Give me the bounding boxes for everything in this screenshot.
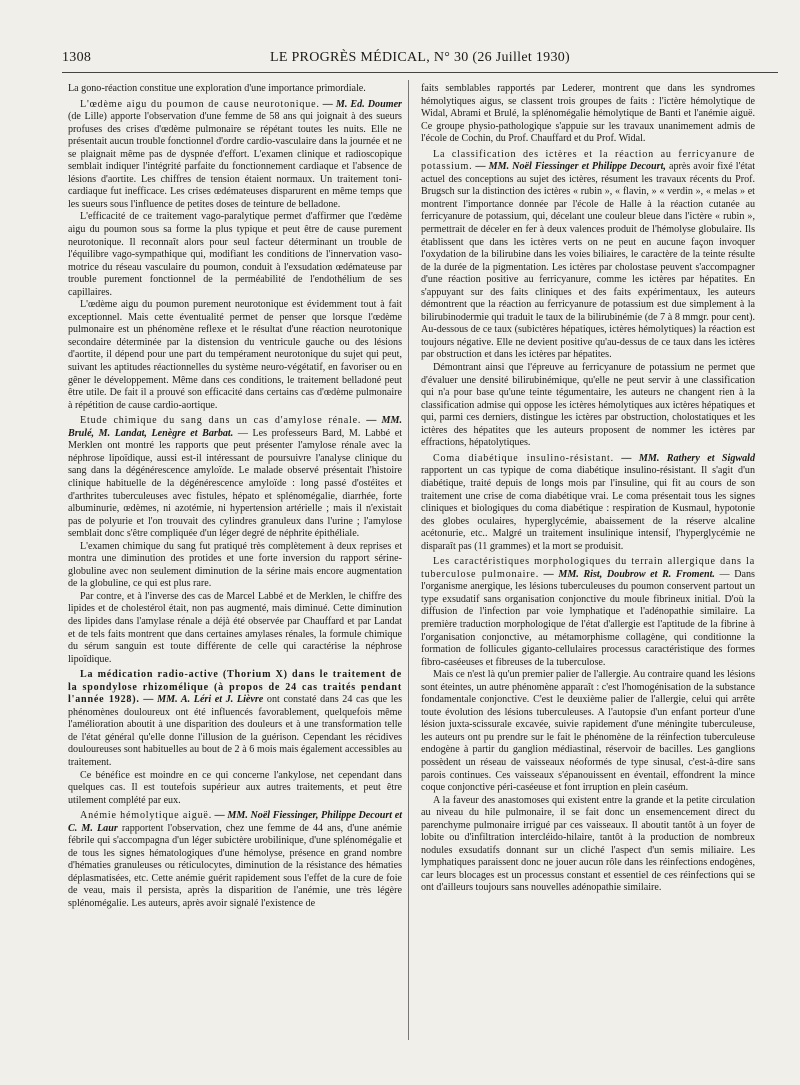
intro-paragraph: La gono-réaction constitue une exploration d'une importance primordiale.: [68, 83, 366, 94]
article-text: rapportent un cas typique de coma diabétique insulino-résistant. Il s'agit d'un diabétique, traité depuis de longs mois par l'insuline, qui fit au cours de son traitement une crise de coma diabétique vrai. Le coma présentait tous les signes cliniques et biologiques du coma diabétique : respiration de Kusmaul, hypotonie des globes oculaires, hyperglycémie, abaissement de la réserve alcaline acétonurie, etc.. Malgré un traitement insulinique intensif, l'hyperglycémie ne disparaît pas (11 grammes) et la mort se produisit.: [421, 465, 755, 552]
article-title: Etude chimique du sang dans un cas d'amylose rénale.: [80, 415, 362, 427]
article-anemie: [68, 810, 402, 910]
article-paragraph: L'examen chimique du sang fut pratiqué très complètement à deux reprises et montra une diminution des protides et une forte inversion du rapport sérine-globuline avec non seulement diminution de la sérine mais encore augmentation de la globuline, ce qui est plus rare.: [68, 540, 402, 590]
article-authors: — MM. A. Léri et J. Lièvre: [143, 694, 264, 706]
article-paragraph: Démontrant ainsi que l'épreuve au ferricyanure de potassium ne permet que d'évaluer une densité bilirubinémique, qu'elle ne peut servir à une classification qui n'a pour base qu'une teinte tégumentaire, les auteurs ne changent rien à la classification admise qui oppose les ictères hémolytiques aux ictères hépatiques et qui, parmi ces derniers, distingue les ictères par obstruction, cholostatiques et les ictères des hépatites que les auteurs proposent de nommer les ictères par effractions, hépatolytiques.: [421, 362, 755, 449]
article-authors: — MM. Rist, Doubrow et R. Froment.: [543, 568, 715, 580]
article-thorium: [68, 669, 402, 807]
article-title: L'œdème aigu du poumon de cause neurotonique.: [80, 98, 320, 110]
article-paragraph: [421, 453, 755, 553]
article-title: La médication radio-active (Thorium X) dans le traitement de la spondylose rhizomélique (à propos de 24 cas traités pendant l'année 1928).: [68, 669, 402, 706]
article-authors: — MM. Noël Fiessinger et Philippe Decourt,: [475, 161, 666, 173]
article-paragraph: [68, 810, 402, 910]
article-paragraph: Ce bénéfice est moindre en ce qui concerne l'ankylose, net cependant dans quelques cas. Il est toutefois supérieur aux autres traitements, et peut être utilement complété par eux.: [68, 769, 402, 806]
article-paragraph: [421, 556, 755, 669]
article-paragraph: Par contre, et à l'inverse des cas de Marcel Labbé et de Merklen, le chiffre des lipides et de cholestérol était, non pas augmenté, mais diminué. Cette diminution des lipides dans l'amylase rénale a déjà été observée par Chauffard et par Landat et de tels faits montrent que dans certaines amylases rénales, la formule chimique du sérum sanguin est toute différente de celle qui caractérise la néphrose lipoïdique.: [68, 590, 402, 665]
article-text: après avoir fixé l'état actuel des conceptions au sujet des ictères, résument les travaux récents du Prof. Brugsch sur la distinction des ictères « rubin », « flavin, » « verdin », « melas » et montrent l'importance donnée par l'école de Halle à la réaction cutanée au ferricyanure de potassium, qui, décelant une couleur bleue dans l'ictère « rubin », permettrait de déceler en fer à deux valences produit de l'hémolyse globulaire. Ils établissent que dans les ictères verts on ne peut en aucune façon invoquer l'oxydation de la bilirubine dans les voies biliaires, le caractère de la teinte résulte de la durée de la pigmentation. Les ictères par cholostase peuvent s'accompagner d'une réaction positive au ferricyanure, comme les ictères par hépatites. En s'appuyant sur des faits cliniques et des faits expérimentaux, les auteurs démontrent que la réaction au ferricyanure de potassium est due simplement à la bilirubinodermie qui traduit le taux de la bilirubinémie (de 7 à 8 mmgr. pour cent). Au-dessous de ce taux (subictères hépatiques, ictères hémolytiques) la réaction est toujours négative. Elle ne devient positive qu'au-dessus de ce taux dans les ictères par obstruction et dans les ictères par hépatites.: [421, 161, 756, 361]
header-rule: [62, 72, 778, 73]
article-paragraph: Mais ce n'est là qu'un premier palier de l'allergie. Au contraire quand les lésions sont éteintes, un autre phénomène apparaît : c'est l'homogénisation de la substance fondamentale conjonctive. C'est le deuxième palier de l'allergie, celui qui arrête toute évolution des lésions tuberculeuses. A l'autopsie d'un enfant porteur d'une lésion juxta-scissurale excavée, suivie rapidement d'une méningite tuberculeuse, les auteurs ont pu prendre sur le fait le phénomène de la réinfection tuberculeuse endogène à partir du ganglion médiastinal, réservoir de bacilles. Les ganglions possèdent un réseau de vaisseaux néoformés de type sinusal, c'est-à-dire sans parois continues. Ces vaisseaux s'épanouissent en éventail, effondrent la mince coque conjonctive péri-caséeuse et font irruption en plein caséum.: [421, 669, 755, 794]
article-paragraph: L'efficacité de ce traitement vago-paralytique permet d'affirmer que l'œdème aigu du poumon sous sa forme la plus typique et peut être de cause purement neurotonique. Il reconnaît alors pour seul facteur déterminant un trouble de l'équilibre vago-sympathique qui, modifiant les conditions de l'innervation vaso-motrice du réseau vasculaire du poumon, conduit à l'exsudation œdémateuse par trouble purement fonctionnel de la perméabilité de l'endothélium de ses capillaires.: [68, 211, 402, 298]
article-paragraph: A la faveur des anastomoses qui existent entre la grande et la petite circulation au niveau du hile pulmonaire, il se fait donc un ensemencement direct du parenchyme pulmonaire irrigué par ces vaisseaux. Il aboutit tantôt à un foyer de lobite ou d'infiltration intercléido-hilaire, tantôt à la production de nombreux nodules exsudatifs donnant sur un cliché l'aspect d'un semis miliaire. Les lymphatiques paraissent donc ne jouer aucun rôle dans les réinfections endogènes, car leurs blocages est un processus constant et essentiel de ces réinfections qui se ont d'ailleurs toujours sans nouvelles adénopathie similaire.: [421, 794, 755, 894]
article-authors: — M. Ed. Doumer: [322, 98, 402, 110]
article-text: — Dans l'organisme anergique, les lésions tuberculeuses du poumon conservent partout un type exsudatif sans organisation conjonctive du moule fibrineux initial. D'où la diffusion de l'infection par voie lymphatique et l'adénopathie similaire. La première traduction morphologique de l'état d'allergie est l'aptitude de la fibrine à l'organisation conjonctive, au métamorphisme collagène, qui conditionne la formation de follicules giganto-cellulaires processus caractéristique des formes fibro-caséeuses et fibreuses de la tuberculose.: [421, 568, 755, 668]
running-header: [62, 50, 778, 70]
article-oedeme: [68, 99, 402, 413]
article-title: Anémie hémolytique aiguë.: [80, 810, 213, 822]
article-tuberculose: [421, 556, 755, 895]
article-title: Coma diabétique insulino-résistant.: [433, 452, 614, 464]
article-authors: — MM. Rathery et Sigwald: [621, 452, 756, 464]
article-paragraph: [68, 415, 402, 540]
article-text: rapportent l'observation, chez une femme de 44 ans, d'une anémie fébrile qui s'accompagna d'un léger subictère urobilinique, d'une splénomégalie et de tous les signes hématologiques d'une hémolyse, présence en grand nombre d'hématies granuleuses ou réticulocytes, diminution de la résistance des hématies déplasmatisées, etc. Cette anémie guérit rapidement sous l'effet de la cure de foie de veau, mais il persista, après la disparition de l'anémie, une très légère splénomégalie. Les auteurs, après avoir signalé l'existence de: [68, 822, 402, 909]
article-paragraph: [421, 149, 755, 362]
article-ictere: [421, 149, 755, 450]
article-paragraph: [68, 669, 402, 769]
article-paragraph: [68, 99, 402, 212]
column-divider: [408, 80, 409, 1040]
article-title: La classification des ictères et la réaction au ferricyanure de potassium.: [421, 148, 755, 173]
journal-title: LE PROGRÈS MÉDICAL, N° 30 (26 Juillet 1930): [269, 50, 571, 65]
article-authors: — MM. Noël Fiessinger, Philippe Decourt et C. M. Laur: [68, 810, 402, 834]
continued-paragraph: faits semblables rapportés par Lederer, montrent que dans les syndromes hémolytiques aigus, se classent trois groupes de faits : l'ictère hémolytique de Widal, Abrami et Brulé, la splénomégalie hémolytique de Banti et l'anémie aiguë. Ce groupe physio-pathologique s'appuie sur les travaux unanimement admis de l'école de Cochin, du Prof. Chauffard et du Prof. Widal.: [421, 83, 755, 145]
article-text: — Les professeurs Bard, M. Labbé et Merklen ont montré les rapports que peut présenter l'amylose rénale avec la néphrose lipoïdique, aussi est-il intéressant de poursuivre l'analyse clinique du sang dans la dégénérescence amyloïde. Le malade observé présentait l'histoire clinique habituelle de la dégénérescence amyloïde : long passé d'ostéites et d'arthrites tuberculeuses avec fistules, hépato et splénomégalie, diarrhée, forte albuminurie, œdèmes, ni azotémie, ni hypertension artérielle ; mais il n'existait pas de polyurie et l'on trouvait des cylindres granuleux dans l'urine ; l'amylose semblait donc s'être compliquée d'un léger degré de néphrite épithéliale.: [68, 427, 402, 540]
article-text: (de Lille) apporte l'observation d'une femme de 58 ans qui joignait à des sueurs profuses des crises d'œdème pulmonaire se répétant toutes les nuits. Elle ne présentait aucun trouble fonctionnel d'ordre cardio-vasculaire dans la journée et ne se plaignait même pas de dyspnée d'effort. L'examen clinique et radioscopique semblait indiquer l'intégrité parfaite du fonctionnement cardiaque et l'absence de lésions d'aortite. Les chiffres de tension étaient normaux. Un traitement toni-cardiaque fut inefficace. Les crises œdémateuses disparurent en même temps que les sueurs sous l'influence de petites doses de teinture de belladone.: [68, 111, 402, 210]
right-column: [421, 83, 755, 895]
article-paragraph: L'œdème aigu du poumon purement neurotonique est évidemment tout à fait exceptionnel. Mais cette éventualité permet de penser que lorsque l'œdème pulmonaire est un phénomène reflexe et le résultat d'une réaction neurotonique secondaire déterminée par la distension du ventricule gauche ou des lésions d'aortite, il dépend pour une part du tempérament neurotonique du sujet qui peut, suivant les aptitudes réactionnelles du système neuro-végétatif, en favoriser ou en gêner le développement. Même dans ces conditions, le traitement belladoné peut être utile. De fait il a prouvé son efficacité dans certains cas d'œdème pulmonaire à répétition de cause cardio-aortique.: [68, 299, 402, 411]
left-column: [68, 83, 402, 911]
article-amylose: [68, 415, 402, 666]
article-authors: — MM. Brulé, M. Landat, Lenègre et Barbat.: [68, 415, 403, 439]
article-coma: [421, 453, 755, 553]
page-number: 1308: [62, 50, 92, 65]
article-text: ont constaté dans 24 cas que les phénomènes douloureux ont été influencés favorablement, quelquefois même l'amélioration aboutit à une disparition des douleurs et à une transformation telle de l'état général qu'elle donne l'illusion de la guérison. Cependant les récidives douloureuses sont habituelles au bout de 2 à 6 mois mais également accessibles au traitement.: [68, 694, 403, 768]
article-title: Les caractéristiques morphologiques du terrain allergique dans la tuberculose pulmonaire.: [421, 556, 755, 580]
